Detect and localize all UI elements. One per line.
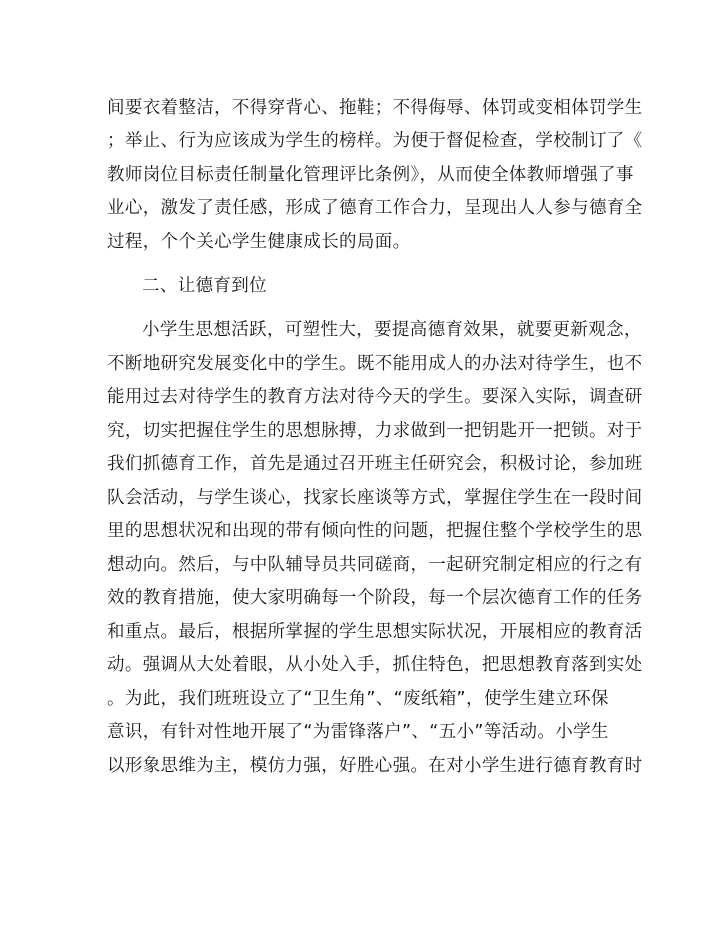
text-line-5: 过程，个个关心学生健康成长的局面。 <box>107 232 411 252</box>
text-line-8: 不断地研究发展变化中的学生。既不能用成人的办法对待学生，也不 <box>107 354 643 374</box>
text-line-19: 意识，有针对性地开展了“为雷锋落户”、“五小”等活动。小学生 <box>107 722 609 742</box>
text-line-16: 和重点。最后，根据所掌握的学生思想实际状况，开展相应的教育活 <box>107 622 643 642</box>
text-line-14: 想动向。然后，与中队辅导员共同磋商，一起研究制定相应的行之有 <box>107 555 643 575</box>
text-line-12: 队会活动，与学生谈心，找家长座谈等方式，掌握住学生在一段时间 <box>107 488 643 508</box>
section-heading: 二、让德育到位 <box>142 276 267 296</box>
text-line-18: 。为此，我们班班设立了“卫生角”、“废纸箱”，使学生建立环保 <box>107 689 609 709</box>
text-line-7: 小学生思想活跃，可塑性大，要提高德育效果，就要更新观念， <box>142 320 642 340</box>
text-line-13: 里的思想状况和出现的带有倾向性的问题，把握住整个学校学生的思 <box>107 521 643 541</box>
text-line-17: 动。强调从大处着眼，从小处入手，抓住特色，把思想教育落到实处 <box>107 655 643 675</box>
text-line-1: 间要衣着整洁，不得穿背心、拖鞋；不得侮辱、体罚或变相体罚学生 <box>107 98 643 118</box>
text-line-2: ；举止、行为应该成为学生的榜样。为便于督促检查，学校制订了《 <box>107 131 643 151</box>
text-line-9: 能用过去对待学生的教育方法对待今天的学生。要深入实际，调查研 <box>107 387 643 407</box>
text-line-15: 效的教育措施，使大家明确每一个阶段，每一个层次德育工作的任务 <box>107 588 643 608</box>
text-line-10: 究，切实把握住学生的思想脉搏，力求做到一把钥匙开一把锁。对于 <box>107 421 643 441</box>
text-line-4: 业心，激发了责任感，形成了德育工作合力，呈现出人人参与德育全 <box>107 198 643 218</box>
text-line-20: 以形象思维为主，模仿力强，好胜心强。在对小学生进行德育教育时 <box>107 756 643 776</box>
text-line-3: 教师岗位目标责任制量化管理评比条例》，从而使全体教师增强了事 <box>107 165 634 185</box>
text-line-11: 我们抓德育工作，首先是通过召开班主任研究会，积极讨论，参加班 <box>107 454 643 474</box>
